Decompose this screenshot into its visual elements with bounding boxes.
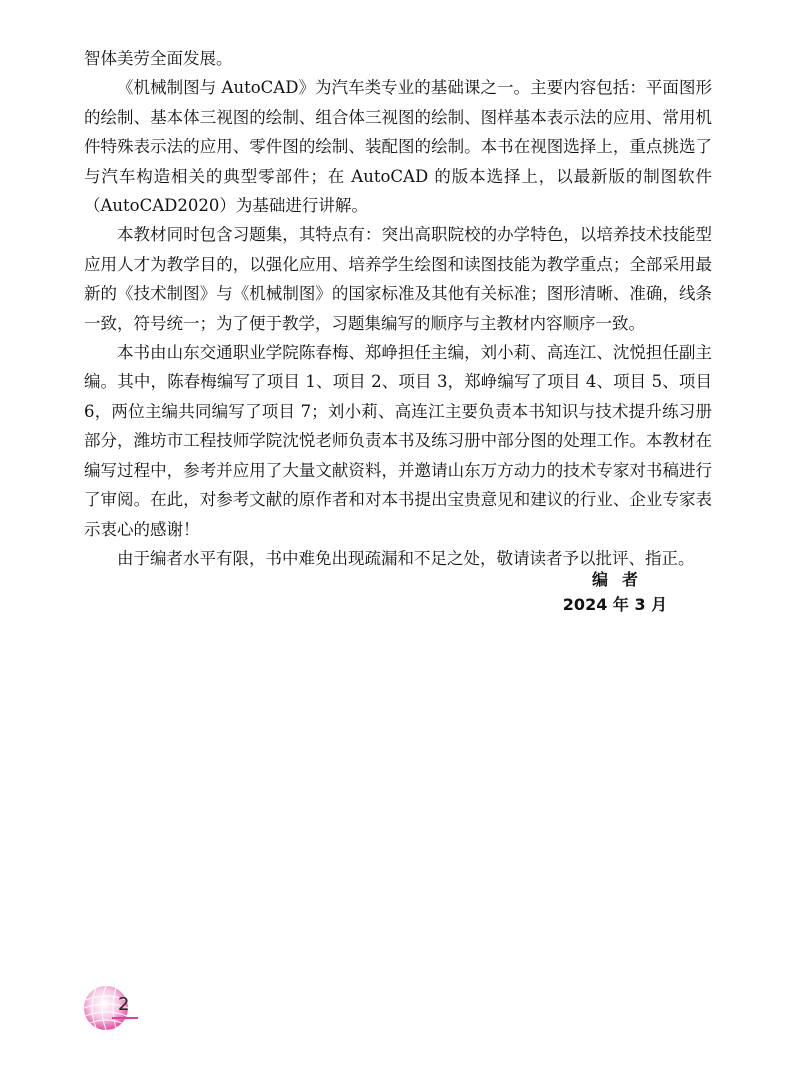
paragraph-course-intro: 《机械制图与 AutoCAD》为汽车类专业的基础课之一。主要内容包括：平面图形的绘制、基本体三视图的绘制、组合体三视图的绘制、图样基本表示法的应用、常用机件特殊表示法的应用、零件图的绘制、装配图的绘制。本书在视图选择上，重点挑选了与汽车构造相关的典型零部件；在 AutoCAD 的版本选择上，以最新版的制图软件（AutoCAD2020）为基础进行讲解。 [84,78,712,216]
paragraph-authors: 本书由山东交通职业学院陈春梅、郑峥担任主编，刘小莉、高连江、沈悦担任副主编。其中，陈春梅编写了项目 1、项目 2、项目 3，郑峥编写了项目 4、项目 5、项目 6，两位主编共同编写了项目 7；刘小莉、高连江主要负责本书知识与技术提升练习册部分，潍坊市工程技师学院沈悦老师负责本书及练习册中部分图的处理工作。本教材在编写过程中，参考并应用了大量文献资料，并邀请山东万方动力的技术专家对书稿进行了审阅。在此，对参考文献的原作者和对本书提出宝贵意见和建议的行业、企业专家表示衷心的感谢！ [84,343,712,539]
paragraph-disclaimer: 由于编者水平有限，书中难免出现疏漏和不足之处，敬请读者予以批评、指正。 [117,548,695,568]
paragraph-continuation: 智体美劳全面发展。 [84,49,233,68]
preface-body [84,44,712,573]
editor-label: 编者 [591,570,652,589]
page-number: 2 [118,994,130,1015]
signature-date: 2024 年 3 月 [562,595,668,614]
paragraph-exercise-book: 本教材同时包含习题集，其特点有：突出高职院校的办学特色，以培养技术技能型应用人才为教学目的，以强化应用、培养学生绘图和读图技能为教学重点；全部采用最新的《技术制图》与《机械制图》的国家标准及其他有关标准；图形清晰、准确，线条一致，符号统一；为了便于教学，习题集编写的顺序与主教材内容顺序一致。 [84,225,712,333]
decorative-sphere-icon [82,978,152,1048]
page-folio [82,978,152,1048]
signature-block [540,568,690,618]
